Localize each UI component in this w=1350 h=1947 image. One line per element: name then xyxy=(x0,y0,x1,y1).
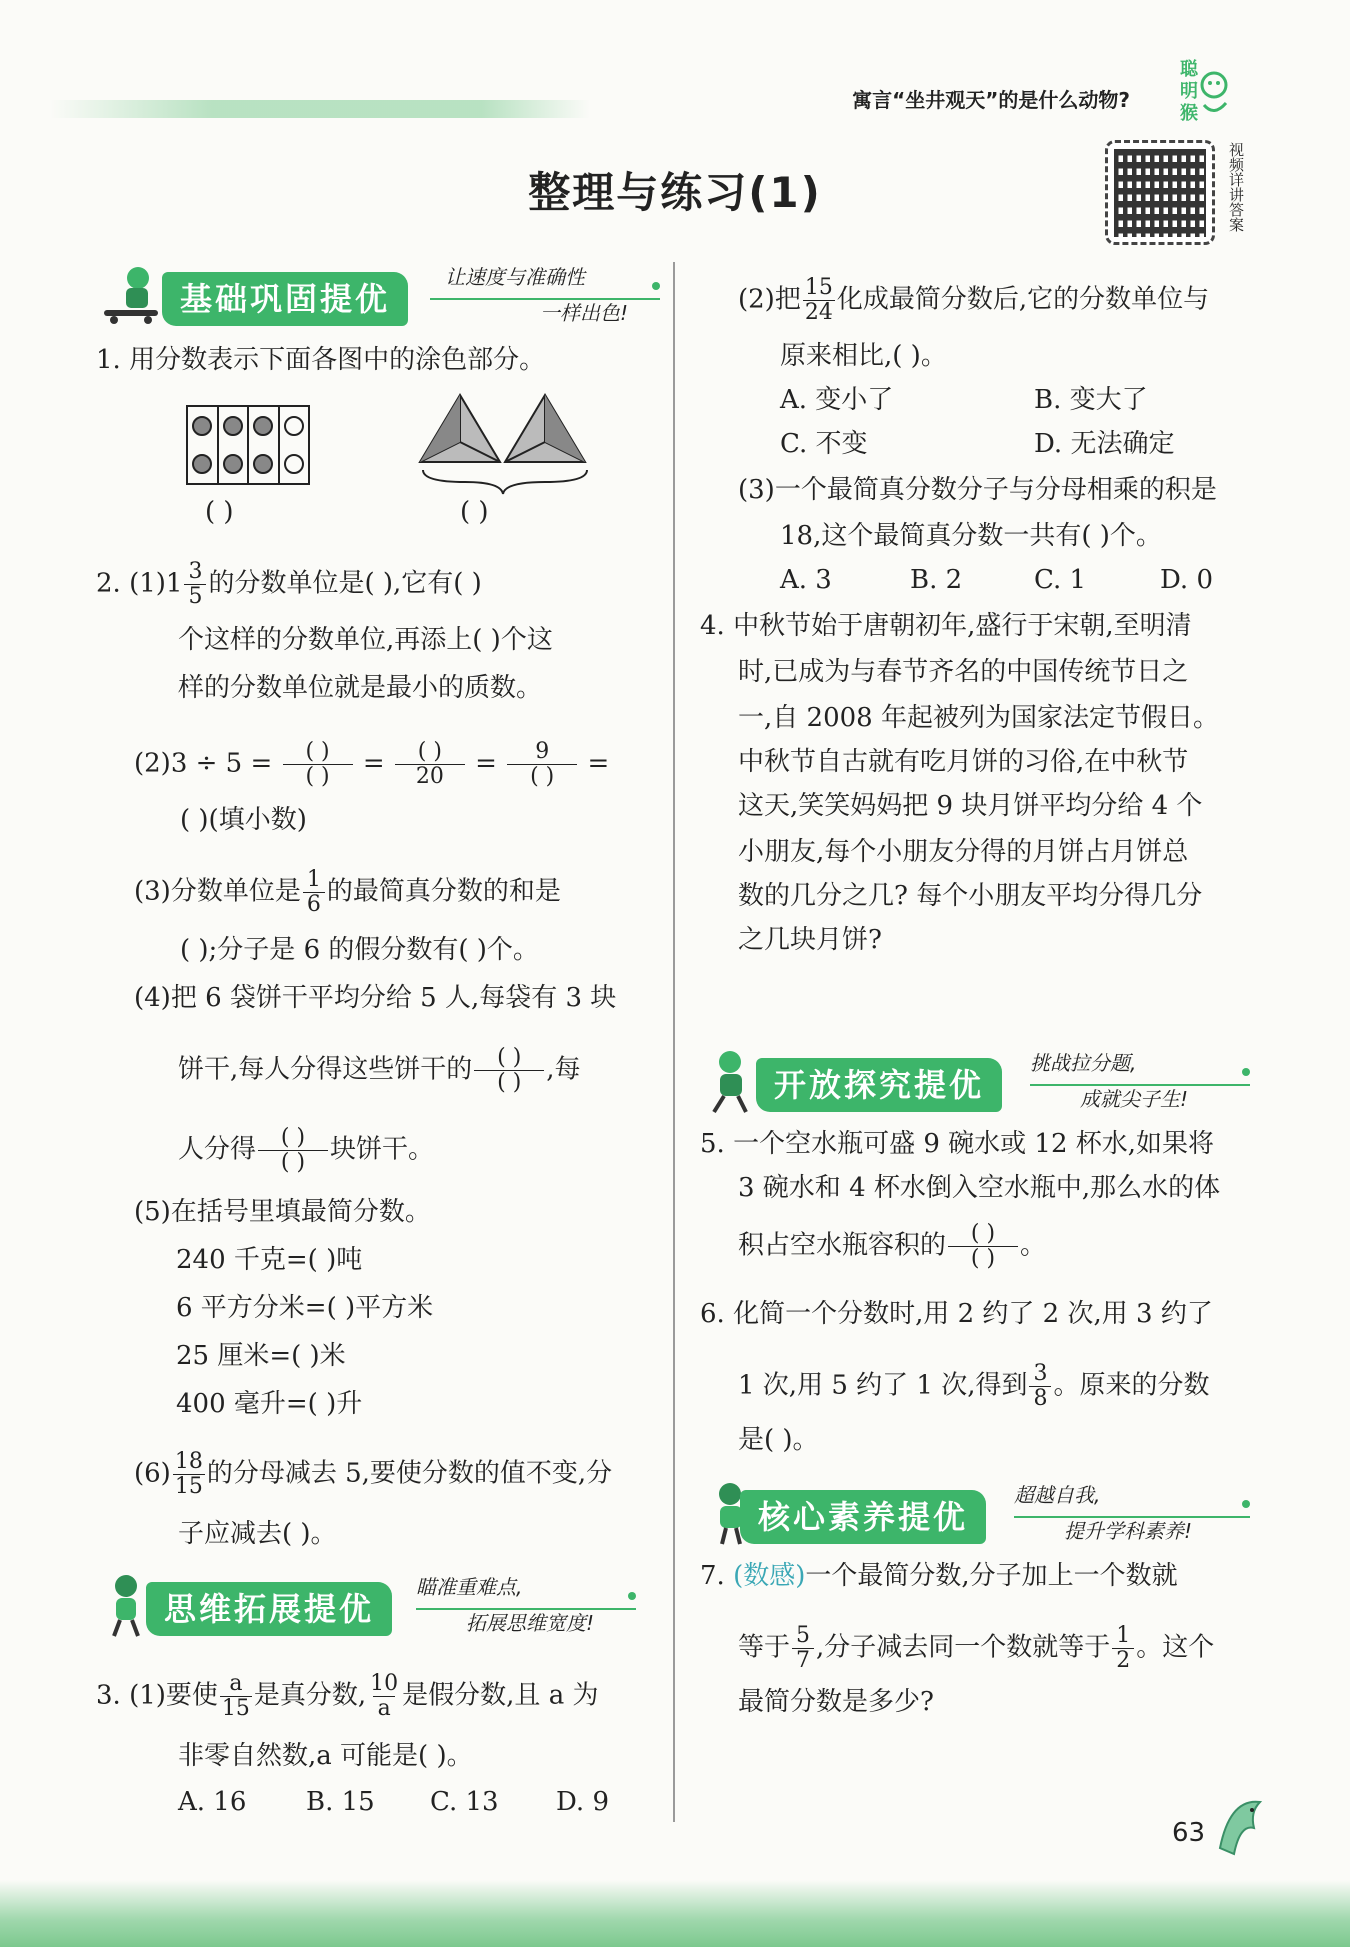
section-thinking-slogan-1: 瞄准重难点, xyxy=(416,1575,523,1599)
section-thinking-label: 思维拓展提优 xyxy=(146,1582,392,1636)
monkey-mascot-icon xyxy=(1142,55,1232,127)
header-decoration xyxy=(50,100,590,118)
q2-part1-line1: 2. (1)1 $\frac{3}{5}$ 的分数单位是( ),它有( ) xyxy=(96,559,482,609)
q2-part5-item: 25 厘米=( )米 xyxy=(176,1341,346,1371)
section-basic-slogan-1: 让速度与准确性 xyxy=(445,265,585,289)
skateboard-mascot-icon xyxy=(100,260,162,330)
q4-line: 中秋节自古就有吃月饼的习俗,在中秋节 xyxy=(738,747,1189,777)
q2-part2-line2: ( )(填小数) xyxy=(180,805,307,835)
q3-part1-line1: 3. (1)要使 $\frac{a}{15}$ 是真分数, $\frac{10}{a}$ 是假分数,且 a 为 xyxy=(96,1671,599,1721)
brand-text: 聪 xyxy=(1180,59,1198,80)
section-open-slogan-2: 成就尖子生! xyxy=(1080,1087,1189,1111)
q1-blank-a[interactable]: ( ) xyxy=(205,497,234,527)
q6-line1: 6. 化简一个分数时,用 2 约了 2 次,用 3 约了 xyxy=(700,1299,1213,1329)
q3-option[interactable]: C. 13 xyxy=(430,1787,499,1817)
q3-part2-line2: 原来相比,( )。 xyxy=(780,341,947,371)
runner-mascot-icon xyxy=(700,1046,762,1116)
q5-line1: 5. 一个空水瓶可盛 9 碗水或 12 杯水,如果将 xyxy=(700,1129,1215,1159)
q2-part3-line1: (3)分数单位是 $\frac{1}{6}$ 的最简真分数的和是 xyxy=(134,867,561,917)
section-core-banner xyxy=(700,1483,1250,1544)
q3-part1-line2: 非零自然数,a 可能是( )。 xyxy=(178,1741,473,1771)
section-core-slogan-1: 超越自我, xyxy=(1014,1483,1101,1507)
q4-line: 之几块月饼? xyxy=(738,925,882,955)
q4-line: 数的几分之几? 每个小朋友平均分得几分 xyxy=(738,881,1203,911)
riddle-text: 寓言“坐井观天”的是什么动物? xyxy=(852,88,1130,112)
q7-line3: 最简分数是多少? xyxy=(738,1687,934,1717)
section-core-label: 核心素养提优 xyxy=(740,1490,986,1544)
svg-text:明: 明 xyxy=(1180,81,1198,102)
q2-part4-line2: 饼干,每人分得这些饼干的 $\frac{( )}{( )}$ ,每 xyxy=(178,1045,581,1095)
q3-part3-line1: (3)一个最简真分数分子与分母相乘的积是 xyxy=(738,475,1217,505)
q4-line: 小朋友,每个小朋友分得的月饼占月饼总 xyxy=(738,837,1189,867)
q2-part1-line3: 样的分数单位就是最小的质数。 xyxy=(178,673,543,703)
q2-part5-line1: (5)在括号里填最简分数。 xyxy=(134,1197,431,1227)
q3-option[interactable]: D. 无法确定 xyxy=(1034,429,1175,459)
q3-part2-line1: (2)把 $\frac{15}{24}$ 化成最简分数后,它的分数单位与 xyxy=(738,275,1210,325)
q2-part4-line3: 人分得 $\frac{( )}{( )}$ 块饼干。 xyxy=(178,1125,435,1175)
q3-option[interactable]: A. 16 xyxy=(178,1787,247,1817)
q3-option[interactable]: A. 变小了 xyxy=(780,385,894,415)
q2-part4-line1: (4)把 6 袋饼干平均分给 5 人,每袋有 3 块 xyxy=(134,983,617,1013)
footer-wave xyxy=(0,1880,1350,1947)
q6-line3: 是( )。 xyxy=(738,1425,819,1455)
q3-option[interactable]: B. 2 xyxy=(910,565,963,595)
q2-part5-item: 240 千克=( )吨 xyxy=(176,1245,363,1275)
q5-line3: 积占空水瓶容积的 $\frac{( )}{( )}$ 。 xyxy=(738,1221,1047,1271)
section-open-banner xyxy=(700,1051,1250,1112)
section-core-slogan-2: 提升学科素养! xyxy=(1064,1519,1193,1543)
q3-option[interactable]: A. 3 xyxy=(780,565,832,595)
q3-option[interactable]: D. 0 xyxy=(1160,565,1213,595)
section-basic-slogan-2: 一样出色! xyxy=(540,301,629,325)
q2-part2-line1: (2)3 ÷ 5 = $\frac{( )}{( )}$ = $\frac{( )}{20}$ = $\frac{9}{( )}$ = xyxy=(134,739,610,789)
q7-line1: 7. (数感)一个最简分数,分子加上一个数就 xyxy=(700,1561,1178,1591)
q5-line2: 3 碗水和 4 杯水倒入空水瓶中,那么水的体 xyxy=(738,1173,1221,1203)
q2-part6-line1: (6) $\frac{18}{15}$ 的分母减去 5,要使分数的值不变,分 xyxy=(134,1449,613,1499)
q3-option[interactable]: C. 1 xyxy=(1034,565,1087,595)
q3-option[interactable]: D. 9 xyxy=(556,1787,609,1817)
q7-line2: 等于 $\frac{5}{7}$ ,分子减去同一个数就等于 $\frac{1}{2}$ 。这个 xyxy=(738,1623,1215,1673)
section-open-label: 开放探究提优 xyxy=(756,1058,1002,1112)
page-title: 整理与练习(1) xyxy=(528,168,822,217)
q6-line2: 1 次,用 5 约了 1 次,得到 $\frac{3}{8}$ 。原来的分数 xyxy=(738,1361,1210,1411)
q3-option[interactable]: B. 变大了 xyxy=(1034,385,1148,415)
section-thinking-slogan-2: 拓展思维宽度! xyxy=(466,1611,595,1635)
q3-option[interactable]: B. 15 xyxy=(306,1787,375,1817)
q4-line: 这天,笑笑妈妈把 9 块月饼平均分给 4 个 xyxy=(738,791,1203,821)
dolphin-icon xyxy=(1210,1788,1270,1868)
q3-option[interactable]: C. 不变 xyxy=(780,429,868,459)
svg-text:猴: 猴 xyxy=(1180,103,1198,124)
q4-line: 4. 中秋节始于唐朝初年,盛行于宋朝,至明清 xyxy=(700,611,1192,641)
section-open-slogan-1: 挑战拉分题, xyxy=(1030,1051,1137,1075)
qr-label: 视频详讲答案 xyxy=(1227,142,1245,232)
section-basic-label: 基础巩固提优 xyxy=(162,272,408,326)
section-thinking-banner xyxy=(96,1575,636,1636)
q1-blank-b[interactable]: ( ) xyxy=(460,497,489,527)
column-divider xyxy=(673,262,675,1822)
q7-tag: (数感) xyxy=(733,1561,806,1591)
section-basic-banner xyxy=(100,265,660,326)
q2-part6-line2: 子应减去( )。 xyxy=(178,1519,337,1549)
q1-grid-figure xyxy=(186,405,310,485)
q4-line: 一,自 2008 年起被列为国家法定节假日。 xyxy=(738,703,1219,733)
q3-part3-line2: 18,这个最简真分数一共有( )个。 xyxy=(780,521,1162,551)
q1-stem: 1. 用分数表示下面各图中的涂色部分。 xyxy=(96,345,546,375)
q2-part1-line2: 个这样的分数单位,再添上( )个这 xyxy=(178,625,553,655)
q4-line: 时,已成为与春节齐名的中国传统节日之 xyxy=(738,657,1189,687)
q2-part5-item: 6 平方分米=( )平方米 xyxy=(176,1293,434,1323)
page-number: 63 xyxy=(1172,1818,1206,1848)
q2-part5-item: 400 毫升=( )升 xyxy=(176,1389,363,1419)
q2-part3-line2: ( );分子是 6 的假分数有( )个。 xyxy=(180,935,539,965)
q1-triangle-figure xyxy=(415,390,595,500)
